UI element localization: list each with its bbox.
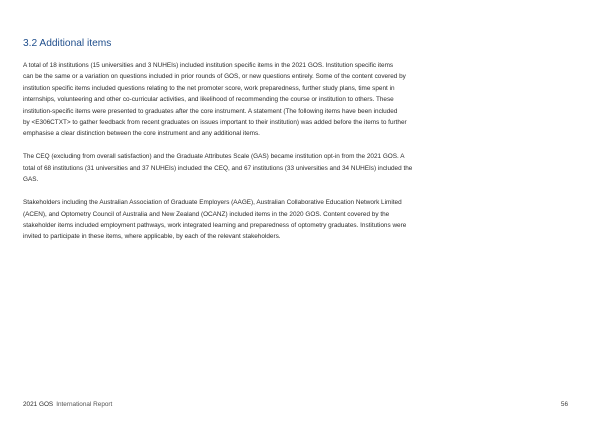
text-line: invited to participate in these items, where applicable, by each of the relevant stakeholders. (23, 233, 281, 241)
paragraph-stakeholder-items (23, 197, 443, 243)
page-footer (23, 401, 568, 408)
footer-report-title: International Report (56, 401, 113, 408)
text-line: total of 68 institutions (31 universities and 37 NUHEIs) included the CEQ, and 67 institutions (33 universities and 34 NUHEIs) included the (23, 164, 413, 172)
text-line: GAS. (23, 176, 39, 184)
text-line: stakeholder items included employment pathways, work integrated learning and preparedness of optometry graduates. Institutions were (23, 222, 407, 230)
text-line: (ACEN), and Optometry Council of Australia and New Zealand (OCANZ) included items in the 2020 GOS. Content covered by the (23, 210, 390, 218)
text-line: by <E306CTXT> to gather feedback from recent graduates on issues important to their institution) was added before the items to further (23, 119, 407, 127)
text-line: can be the same or a variation on questions included in prior rounds of GOS, or new questions entirely. Some of the content covered by (23, 73, 406, 81)
footer-brand: 2021 GOS (23, 401, 54, 408)
paragraph-ceq-gas-opt-in (23, 151, 443, 185)
section-body (23, 60, 443, 254)
text-line: The CEQ (excluding from overall satisfaction) and the Graduate Attributes Scale (GAS) became institution opt-in from the 2021 GOS. A (23, 153, 405, 161)
section-heading: 3.2 Additional items (23, 38, 112, 49)
text-line: emphasise a clear distinction between the core instrument and any additional items. (23, 130, 260, 138)
text-line: institution-specific items were presented to graduates after the core instrument. A statement (The following items have been included (23, 107, 398, 115)
page-number: 56 (560, 401, 568, 408)
text-line: A total of 18 institutions (15 universities and 3 NUHEIs) included institution specific items in the 2021 GOS. Institution specific items (23, 62, 394, 69)
text-line: Stakeholders including the Australian Association of Graduate Employers (AAGE), Australian Collaborative Education Network Limited (23, 199, 402, 207)
paragraph-additional-institution-items (23, 60, 443, 140)
text-line: institution specific items included questions relating to the net promoter score, work preparedness, further study plans, time spent in (23, 84, 395, 92)
text-line: internships, volunteering and other co-curricular activities, and likelihood of recommending the course or institution to others. These (23, 96, 394, 104)
